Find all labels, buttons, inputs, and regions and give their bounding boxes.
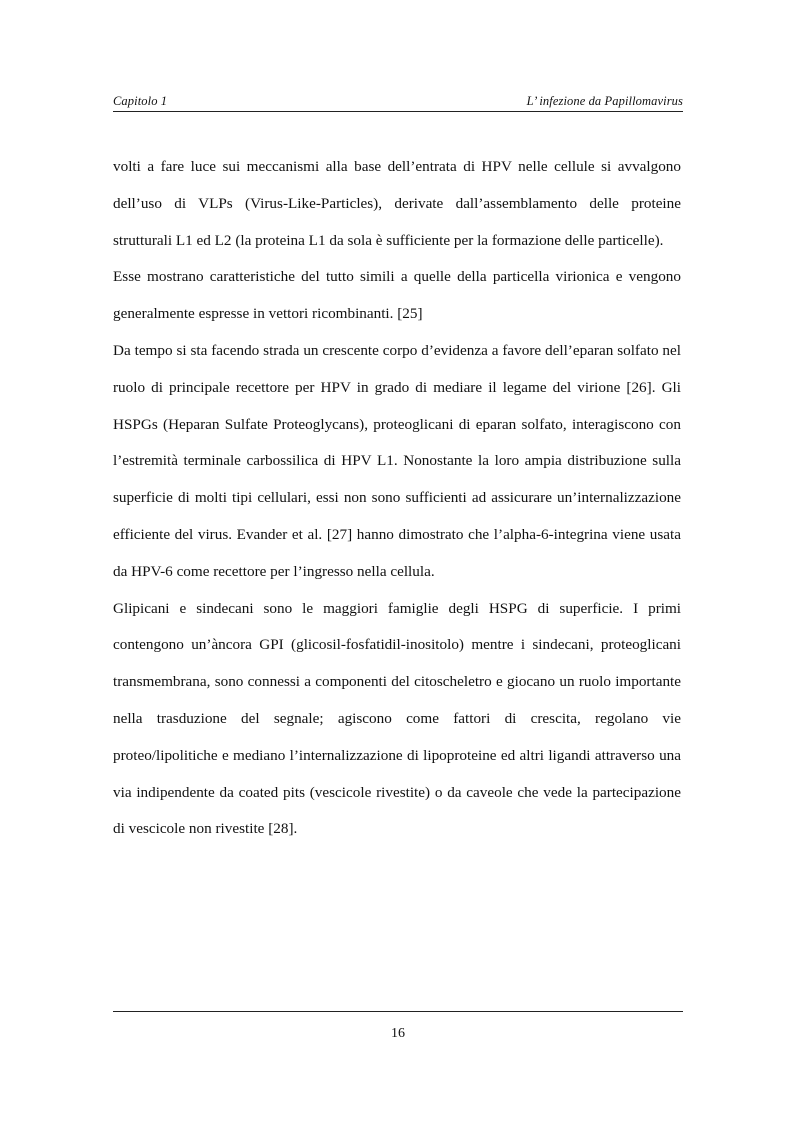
page-number: 16 [391, 1026, 405, 1041]
section-title: L’ infezione da Papillomavirus [526, 94, 683, 108]
paragraph-4: Glipicani e sindecani sono le maggiori famiglie degli HSPG di superficie. I primi contengono un’àncora GPI (glicosil-fosfatidil-inositolo) mentre i sindecani, proteoglicani transmembrana, sono connessi a componenti del citoscheletro e giocano un ruolo importante nella trasduzione del segnale; agiscono come fattori di crescita, regolano vie proteo/lipolitiche e mediano l’internalizzazione di lipoproteine ed altri ligandi attraverso una via indipendente da coated pits (vescicole rivestite) o da caveole che vede la partecipazione di vescicole non rivestite [28]. [113, 599, 681, 838]
chapter-label: Capitolo 1 [113, 94, 168, 108]
footer-divider [113, 1011, 683, 1012]
header-divider [113, 111, 683, 112]
paragraph-3: Da tempo si sta facendo strada un crescente corpo d’evidenza a favore dell’eparan solfato nel ruolo di principale recettore per HPV in grado di mediare il legame del virione [26]. Gli HSPGs (Heparan Sulfate Proteoglycans), proteoglicani di eparan solfato, interagiscono con l’estremità terminale carbossilica di HPV L1. Nonostante la loro ampia distribuzione sulla superficie di molti tipi cellulari, essi non sono sufficienti ad assicurare un’internalizzazione efficiente del virus. Evander et al. [27] hanno dimostrato che l’alpha-6-integrina viene usata da HPV-6 come recettore per l’ingresso nella cellula. [113, 341, 681, 580]
body-text [113, 149, 681, 848]
paragraph-1: volti a fare luce sui meccanismi alla base dell’entrata di HPV nelle cellule si avvalgono dell’uso di VLPs (Virus-Like-Particles), derivate dall’assemblamento delle proteine strutturali L1 ed L2 (la proteina L1 da sola è sufficiente per la formazione delle particelle). [113, 158, 681, 249]
running-header [113, 94, 683, 112]
paragraph-2: Esse mostrano caratteristiche del tutto simili a quelle della particella virionica e vengono generalmente espresse in vettori ricombinanti. [25] [113, 268, 681, 323]
